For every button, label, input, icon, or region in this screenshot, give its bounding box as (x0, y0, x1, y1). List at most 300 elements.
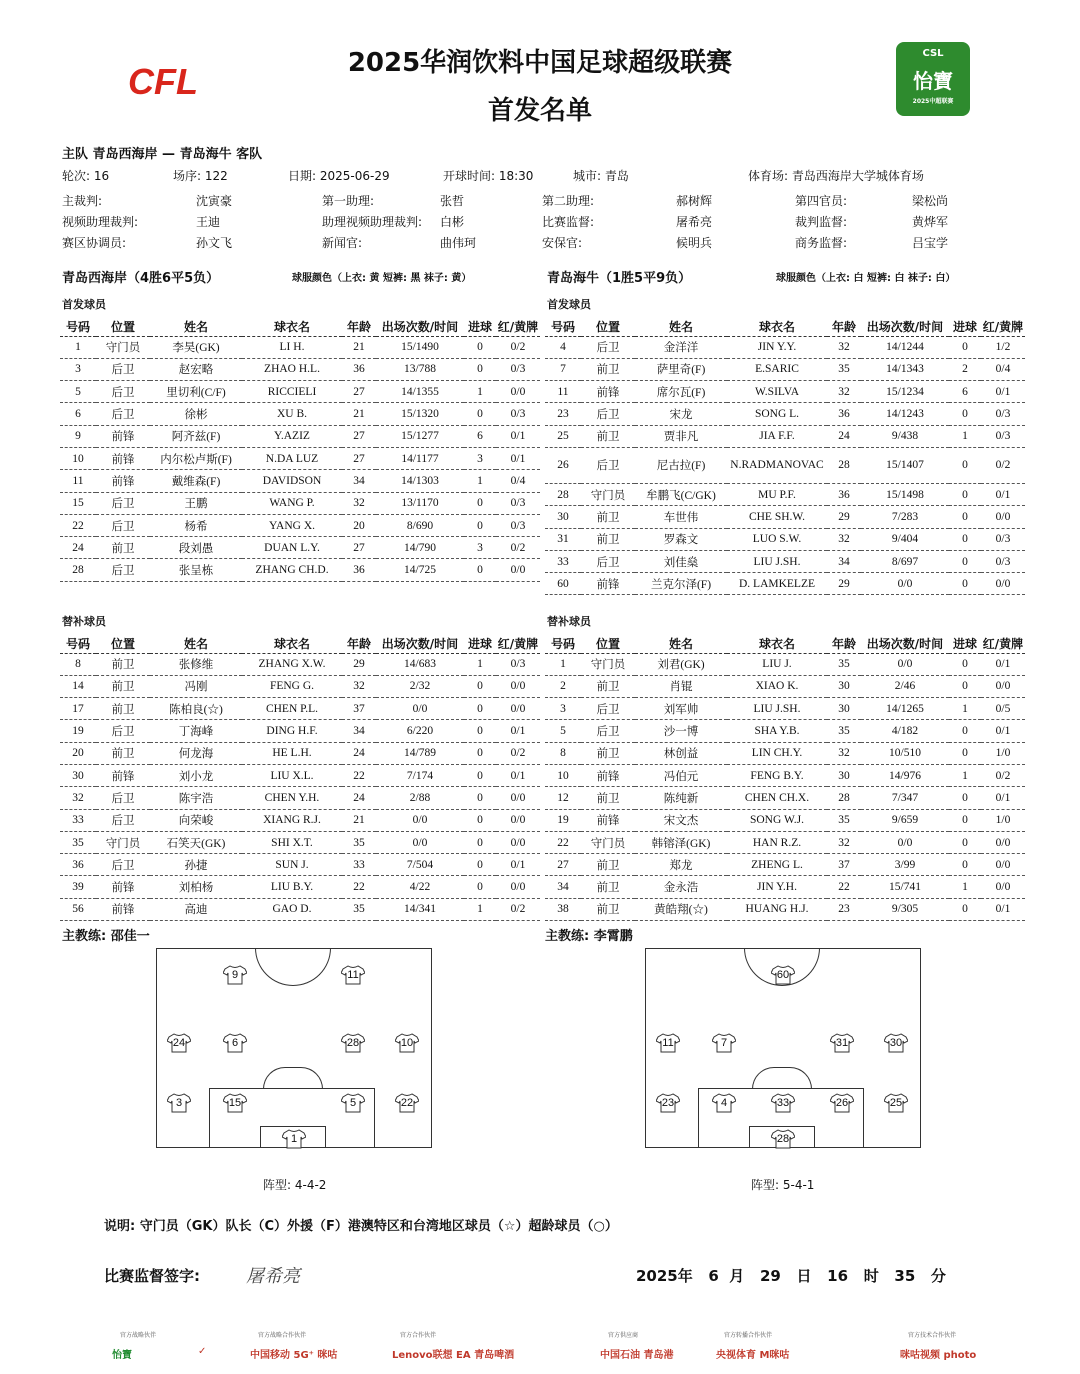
table-cell: HUANG H.J. (727, 898, 827, 920)
away-subs-table (545, 635, 1025, 921)
table-header (60, 635, 540, 653)
table-cell: 0 (949, 483, 981, 505)
table-cell: 14/1265 (861, 698, 949, 720)
match-teams: 主队 青岛西海岸 — 青岛海牛 客队 (62, 147, 263, 162)
table-cell: 0 (949, 573, 981, 595)
table-cell: 0/2 (496, 537, 540, 559)
table-cell: 15/1498 (861, 483, 949, 505)
table-cell: 27 (342, 425, 376, 447)
column-header: 球衣名 (727, 318, 827, 336)
table-cell: 前锋 (96, 764, 150, 786)
table-cell: 0/0 (861, 653, 949, 675)
table-cell: 15/1490 (376, 336, 464, 358)
sponsor-caption: 官方战略伙伴 (120, 1332, 157, 1339)
table-row (545, 336, 1025, 358)
table-cell: HAN R.Z. (727, 831, 827, 853)
table-cell: 石笑天(GK) (150, 831, 242, 853)
table-cell: 14/1244 (861, 336, 949, 358)
table-cell: 前卫 (96, 537, 150, 559)
csl-logo: CSL 怡寶 2025中超联赛 (896, 42, 970, 116)
table-cell: 0 (949, 447, 981, 483)
table-cell: ZHAO H.L. (242, 358, 342, 380)
table-cell: 25 (545, 425, 581, 447)
table-cell: 后卫 (96, 809, 150, 831)
table-cell: 0/3 (496, 653, 540, 675)
shirt-number: 11 (347, 969, 359, 981)
official-name: 曲伟珂 (440, 236, 477, 250)
table-row (60, 675, 540, 697)
table-cell: 3 (464, 537, 496, 559)
table-cell: LIU J. (727, 653, 827, 675)
table-cell: 28 (827, 787, 861, 809)
table-cell: 22 (60, 514, 96, 536)
table-cell: 22 (342, 876, 376, 898)
table-cell: 段刘愚 (150, 537, 242, 559)
table-cell: 徐彬 (150, 403, 242, 425)
table-cell: CHEN P.L. (242, 698, 342, 720)
table-cell: 前锋 (96, 425, 150, 447)
table-row (545, 506, 1025, 528)
table-cell: 6 (949, 381, 981, 403)
table-cell: 8/690 (376, 514, 464, 536)
match-venue: 体育场: 青岛西海岸大学城体育场 (748, 169, 924, 183)
table-cell: 前卫 (96, 698, 150, 720)
table-cell: 7/504 (376, 854, 464, 876)
table-row (545, 854, 1025, 876)
table-row (545, 742, 1025, 764)
table-cell: N.RADMANOVAC (727, 447, 827, 483)
table-cell: 杨希 (150, 514, 242, 536)
table-cell: 前锋 (96, 470, 150, 492)
table-cell: 冯伯元 (635, 764, 727, 786)
sponsor-logo: ✓ (198, 1346, 207, 1357)
table-cell: 前卫 (96, 742, 150, 764)
table-cell: 1 (464, 653, 496, 675)
table-cell: 0/3 (981, 528, 1025, 550)
match-kickoff: 开球时间: 18:30 (443, 169, 534, 183)
table-cell: 2 (949, 358, 981, 380)
table-cell: XU B. (242, 403, 342, 425)
table-cell: 2/46 (861, 675, 949, 697)
table-cell: 向荣峻 (150, 809, 242, 831)
shirt-number: 9 (231, 969, 239, 981)
away-formation-pitch (645, 948, 921, 1148)
table-cell: 0/3 (981, 550, 1025, 572)
shirt-number: 33 (776, 1097, 790, 1109)
table-cell: 尼古拉(F) (635, 447, 727, 483)
shirt-number: 22 (400, 1097, 414, 1109)
official-name: 屠希亮 (676, 215, 713, 229)
svg-text:CFL: CFL (128, 62, 198, 100)
table-cell: LUO S.W. (727, 528, 827, 550)
table-cell: 陈柏良(☆) (150, 698, 242, 720)
player-shirt-icon (223, 1033, 247, 1053)
table-cell: 0/1 (981, 787, 1025, 809)
table-cell: 后卫 (96, 514, 150, 536)
table-cell: 4/182 (861, 720, 949, 742)
table-cell: 0 (949, 506, 981, 528)
table-cell: 2/32 (376, 675, 464, 697)
table-row (60, 720, 540, 742)
table-cell: 0/0 (496, 787, 540, 809)
table-cell: CHEN CH.X. (727, 787, 827, 809)
table-cell: MU P.F. (727, 483, 827, 505)
column-header: 号码 (60, 635, 96, 653)
table-row (60, 358, 540, 380)
table-cell: 30 (545, 506, 581, 528)
table-cell: 0/2 (496, 898, 540, 920)
column-header: 年龄 (827, 318, 861, 336)
table-cell: SUN J. (242, 854, 342, 876)
table-cell: 0/0 (496, 698, 540, 720)
table-cell: 后卫 (96, 492, 150, 514)
table-cell: 8 (60, 653, 96, 675)
official-name: 王迪 (196, 215, 221, 229)
table-cell: 后卫 (581, 403, 635, 425)
column-header: 出场次数/时间 (376, 635, 464, 653)
column-header: 姓名 (150, 318, 242, 336)
official-name: 孙文飞 (196, 236, 233, 250)
table-cell: 0/0 (376, 831, 464, 853)
table-cell: ZHENG L. (727, 854, 827, 876)
table-cell: 6 (60, 403, 96, 425)
table-cell: 36 (827, 483, 861, 505)
table-cell: 27 (545, 854, 581, 876)
table-cell: 后卫 (96, 559, 150, 581)
table-cell: YANG X. (242, 514, 342, 536)
player-shirt-icon (656, 1033, 680, 1053)
table-row (60, 898, 540, 920)
table-cell: 0 (464, 675, 496, 697)
table-cell: 前锋 (581, 809, 635, 831)
table-cell: 1 (949, 698, 981, 720)
table-cell: 前锋 (581, 381, 635, 403)
away-subs-label: 替补球员 (547, 615, 591, 628)
shirt-number: 15 (228, 1097, 242, 1109)
sponsor-logo: 怡寶 (112, 1350, 132, 1361)
table-cell: 17 (60, 698, 96, 720)
table-cell: 0/0 (981, 854, 1025, 876)
table-cell: 里切利(C/F) (150, 381, 242, 403)
table-cell: 金洋洋 (635, 336, 727, 358)
table-cell: 0/0 (981, 876, 1025, 898)
shirt-number: 3 (175, 1097, 183, 1109)
table-cell: 宋龙 (635, 403, 727, 425)
table-cell: JIN Y.Y. (727, 336, 827, 358)
column-header: 进球 (464, 318, 496, 336)
column-header: 进球 (464, 635, 496, 653)
player-shirt-icon (223, 965, 247, 985)
table-cell: 26 (545, 447, 581, 483)
table-cell: 19 (60, 720, 96, 742)
table-cell: 前卫 (581, 425, 635, 447)
table-row (60, 787, 540, 809)
home-subs-table (60, 635, 540, 921)
table-cell: 前锋 (96, 447, 150, 469)
table-cell: LI H. (242, 336, 342, 358)
table-cell: 14/341 (376, 898, 464, 920)
table-cell: 0/0 (496, 381, 540, 403)
table-cell: 9/305 (861, 898, 949, 920)
table-cell: 14/976 (861, 764, 949, 786)
official-role: 安保官: (542, 236, 583, 250)
table-cell: 32 (342, 675, 376, 697)
column-header: 年龄 (342, 318, 376, 336)
shirt-number: 5 (349, 1097, 357, 1109)
table-row (545, 876, 1025, 898)
table-cell: 21 (342, 336, 376, 358)
table-cell: 刘柏杨 (150, 876, 242, 898)
table-cell: 3 (545, 698, 581, 720)
table-cell: N.DA LUZ (242, 447, 342, 469)
player-shirt-icon (771, 965, 795, 985)
player-shirt-icon (884, 1093, 908, 1113)
table-cell: 7/347 (861, 787, 949, 809)
table-cell: 33 (545, 550, 581, 572)
table-cell: 前锋 (96, 876, 150, 898)
table-cell: 0 (949, 854, 981, 876)
table-cell: LIU J.SH. (727, 550, 827, 572)
table-cell: FENG B.Y. (727, 764, 827, 786)
table-cell: 34 (342, 720, 376, 742)
table-cell: 0/0 (981, 675, 1025, 697)
table-cell: 21 (342, 809, 376, 831)
official-role: 视频助理裁判: (62, 215, 139, 229)
table-cell: 0/0 (496, 876, 540, 898)
official-name: 候明兵 (676, 236, 713, 250)
table-cell: 8/697 (861, 550, 949, 572)
table-cell: 7/174 (376, 764, 464, 786)
table-cell: 0 (949, 675, 981, 697)
table-cell: DING H.F. (242, 720, 342, 742)
table-cell: 后卫 (96, 381, 150, 403)
table-cell: 10 (60, 447, 96, 469)
table-cell: 车世伟 (635, 506, 727, 528)
table-cell: 0/0 (861, 573, 949, 595)
table-cell: 0/1 (496, 425, 540, 447)
table-cell: 35 (342, 831, 376, 853)
table-cell: 前卫 (96, 653, 150, 675)
table-cell: 28 (827, 447, 861, 483)
match-round: 轮次: 16 (62, 169, 110, 183)
table-cell: 前卫 (581, 506, 635, 528)
table-cell: 0/0 (496, 675, 540, 697)
table-cell: E.SARIC (727, 358, 827, 380)
sponsor-caption: 官方转播合作伙伴 (724, 1332, 773, 1339)
table-cell: 前卫 (581, 742, 635, 764)
table-cell: 36 (342, 358, 376, 380)
table-cell: 9/438 (861, 425, 949, 447)
table-cell: 4 (545, 336, 581, 358)
table-cell: 林创益 (635, 742, 727, 764)
table-cell: 14/1177 (376, 447, 464, 469)
table-cell: 35 (827, 358, 861, 380)
column-header: 出场次数/时间 (861, 318, 949, 336)
table-row (60, 698, 540, 720)
table-cell: 39 (60, 876, 96, 898)
table-row (545, 483, 1025, 505)
table-cell: ZHANG X.W. (242, 653, 342, 675)
shirt-number: 28 (776, 1133, 790, 1145)
player-shirt-icon (830, 1093, 854, 1113)
table-cell: 29 (827, 573, 861, 595)
table-cell: 0 (464, 742, 496, 764)
table-cell: 0/0 (376, 698, 464, 720)
table-cell: 36 (342, 559, 376, 581)
table-row (60, 854, 540, 876)
table-cell: 后卫 (96, 720, 150, 742)
player-shirt-icon (712, 1033, 736, 1053)
table-cell: 7 (545, 358, 581, 380)
player-shirt-icon (341, 965, 365, 985)
table-row (60, 742, 540, 764)
shirt-number: 7 (720, 1037, 728, 1049)
table-cell: 10/510 (861, 742, 949, 764)
table-row (60, 336, 540, 358)
table-cell: JIN Y.H. (727, 876, 827, 898)
official-name: 张哲 (440, 194, 465, 208)
table-cell: 罗森文 (635, 528, 727, 550)
table-cell: 7/283 (861, 506, 949, 528)
column-header: 位置 (581, 318, 635, 336)
sponsor-logo: 咪咕视频 photo (900, 1350, 977, 1361)
table-cell: 陈宇浩 (150, 787, 242, 809)
away-formation: 阵型: 5-4-1 (751, 1178, 815, 1192)
table-cell: WANG P. (242, 492, 342, 514)
table-cell: 金永浩 (635, 876, 727, 898)
table-cell: 0 (464, 720, 496, 742)
sponsor-logo: Lenovo联想 EA 青岛啤酒 (392, 1350, 515, 1361)
table-cell: 沙一博 (635, 720, 727, 742)
away-team-name: 青岛海牛（1胜5平9负） (547, 271, 692, 286)
table-cell: 14/789 (376, 742, 464, 764)
page-title: 2025华润饮料中国足球超级联赛 (347, 48, 733, 78)
table-cell: 0 (949, 528, 981, 550)
official-name: 白彬 (440, 215, 465, 229)
table-cell: 32 (342, 492, 376, 514)
table-cell: 27 (342, 381, 376, 403)
table-cell: 2/88 (376, 787, 464, 809)
table-cell: 9 (60, 425, 96, 447)
away-starters-table (545, 318, 1025, 595)
table-cell: 张呈栋 (150, 559, 242, 581)
table-cell: 22 (827, 876, 861, 898)
table-row (545, 698, 1025, 720)
official-role: 助理视频助理裁判: (322, 215, 423, 229)
table-cell: XIANG R.J. (242, 809, 342, 831)
table-cell: 35 (827, 809, 861, 831)
table-cell: W.SILVA (727, 381, 827, 403)
table-cell: 0 (464, 336, 496, 358)
table-cell: 32 (827, 528, 861, 550)
sponsor-logo: 中国移动 5G⁺ 咪咕 (250, 1350, 338, 1361)
table-cell: 后卫 (581, 550, 635, 572)
table-cell: 5 (60, 381, 96, 403)
column-header: 球衣名 (242, 318, 342, 336)
table-cell: 15/741 (861, 876, 949, 898)
table-row (60, 470, 540, 492)
table-cell: 24 (60, 537, 96, 559)
sign-datetime: 2025年 6 月 29 日 16 时 35 分 (636, 1267, 946, 1285)
table-cell: 35 (827, 653, 861, 675)
table-row (60, 764, 540, 786)
table-cell: 0/3 (496, 492, 540, 514)
match-date: 日期: 2025-06-29 (288, 169, 390, 183)
table-cell: 37 (827, 854, 861, 876)
table-cell: HE L.H. (242, 742, 342, 764)
table-cell: 34 (545, 876, 581, 898)
table-cell: 31 (545, 528, 581, 550)
table-cell: 14/1355 (376, 381, 464, 403)
home-subs-label: 替补球员 (62, 615, 106, 628)
table-cell: 0 (464, 809, 496, 831)
table-cell: 13/788 (376, 358, 464, 380)
table-cell: 0 (464, 358, 496, 380)
table-cell: 陈纯新 (635, 787, 727, 809)
home-formation-pitch (156, 948, 432, 1148)
official-name: 吕宝学 (912, 236, 949, 250)
table-cell: 34 (342, 470, 376, 492)
table-cell: 22 (342, 764, 376, 786)
table-cell: 后卫 (96, 854, 150, 876)
table-cell: DAVIDSON (242, 470, 342, 492)
player-shirt-icon (712, 1093, 736, 1113)
away-coach: 主教练: 李霄鹏 (545, 929, 633, 944)
player-shirt-icon (223, 1093, 247, 1113)
table-cell: 0 (949, 403, 981, 425)
table-row (60, 403, 540, 425)
table-cell: 0/0 (981, 573, 1025, 595)
table-cell: 0/3 (981, 425, 1025, 447)
table-cell: 0 (949, 898, 981, 920)
table-row (545, 720, 1025, 742)
table-cell: 何龙海 (150, 742, 242, 764)
column-header: 号码 (60, 318, 96, 336)
table-cell: 0/2 (981, 447, 1025, 483)
table-cell: 33 (60, 809, 96, 831)
table-cell: 5 (545, 720, 581, 742)
table-cell: 20 (342, 514, 376, 536)
table-cell: 前卫 (581, 528, 635, 550)
table-cell: 33 (342, 854, 376, 876)
table-row (545, 447, 1025, 483)
table-cell: 0/0 (861, 831, 949, 853)
table-cell: 0/2 (981, 764, 1025, 786)
table-cell: LIN CH.Y. (727, 742, 827, 764)
player-shirt-icon (656, 1093, 680, 1113)
table-cell: 28 (545, 483, 581, 505)
table-cell: 1 (545, 653, 581, 675)
table-row (60, 514, 540, 536)
table-cell: 38 (545, 898, 581, 920)
shirt-number: 26 (835, 1097, 849, 1109)
table-cell: 0/1 (496, 447, 540, 469)
table-cell: 37 (342, 698, 376, 720)
table-cell: 36 (60, 854, 96, 876)
table-row (545, 528, 1025, 550)
table-row (60, 381, 540, 403)
match-city: 城市: 青岛 (573, 169, 629, 183)
table-cell: 0 (464, 876, 496, 898)
table-cell: 冯刚 (150, 675, 242, 697)
official-role: 裁判监督: (795, 215, 848, 229)
column-header: 红/黄牌 (981, 635, 1025, 653)
home-coach: 主教练: 邵佳一 (62, 929, 150, 944)
table-cell: 0 (464, 854, 496, 876)
table-cell: 后卫 (96, 403, 150, 425)
column-header: 姓名 (635, 318, 727, 336)
table-cell: 15/1277 (376, 425, 464, 447)
